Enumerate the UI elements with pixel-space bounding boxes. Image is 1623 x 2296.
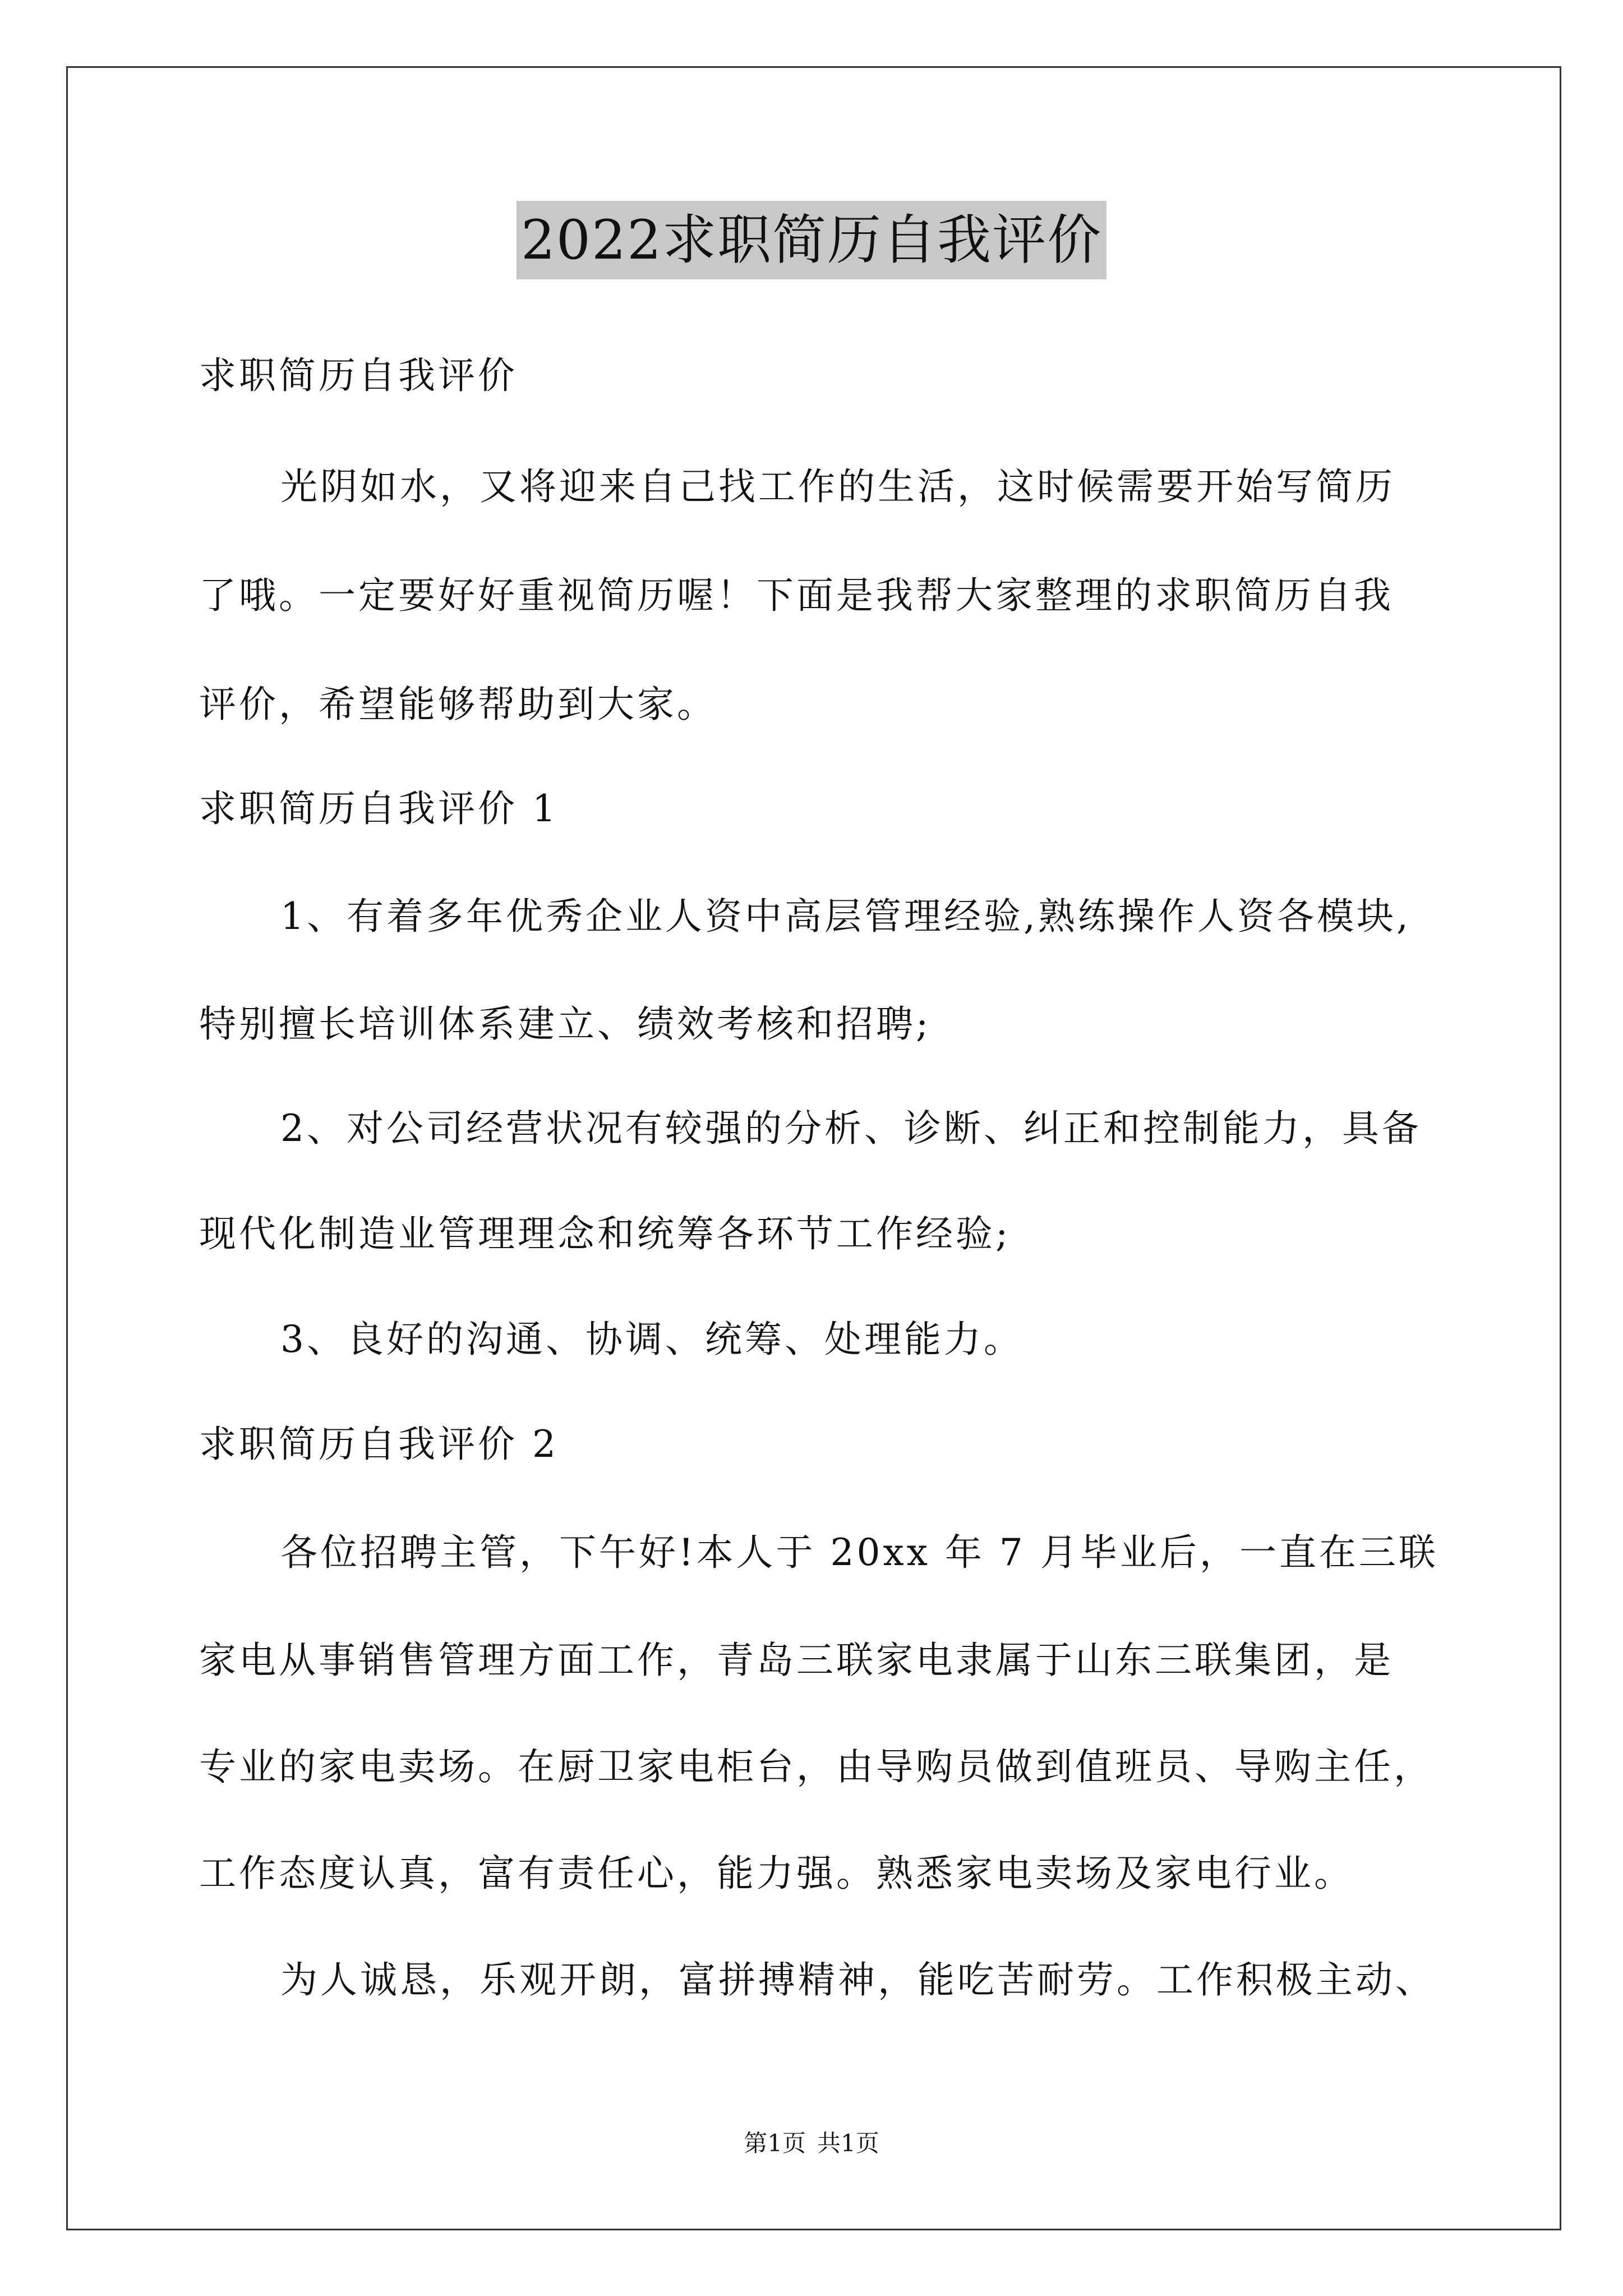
paragraph-line: 3、良好的沟通、协调、统筹、处理能力。 [280,1318,1023,1361]
paragraph-line: 专业的家电卖场。在厨卫家电柜台，由导购员做到值班员、导购主任， [199,1745,1433,1788]
section-heading: 求职简历自我评价 [199,354,518,397]
paragraph-line: 光阴如水，又将迎来自己找工作的生活，这时候需要开始写简历 [280,465,1395,508]
page-number: 第1页 [744,2129,806,2157]
paragraph-line: 评价，希望能够帮助到大家。 [199,683,717,726]
paragraph-line: 特别擅长培训体系建立、绩效考核和招聘; [199,1002,932,1046]
document-title: 2022求职简历自我评价 [517,201,1106,279]
total-pages: 共1页 [817,2129,879,2157]
paragraph-line: 2、对公司经营状况有较强的分析、诊断、纠正和控制能力，具备 [280,1107,1422,1150]
paragraph-line: 工作态度认真，富有责任心，能力强。熟悉家电卖场及家电行业。 [199,1852,1354,1895]
section-heading: 求职简历自我评价 1 [199,787,559,830]
paragraph-line: 1、有着多年优秀企业人资中高层管理经验,熟练操作人资各模块, [280,895,1411,938]
paragraph-line: 现代化制造业管理理念和统筹各环节工作经验; [199,1212,1011,1255]
paragraph-line: 为人诚恳，乐观开朗，富拼搏精神，能吃苦耐劳。工作积极主动、 [280,1958,1435,2001]
section-heading: 求职简历自我评价 2 [199,1423,559,1466]
title-container [0,201,1623,279]
page-footer [0,2129,1623,2158]
paragraph-line: 了哦。一定要好好重视简历喔！下面是我帮大家整理的求职简历自我 [199,574,1394,617]
paragraph-line: 家电从事销售管理方面工作，青岛三联家电隶属于山东三联集团，是 [199,1639,1394,1682]
paragraph-line: 各位招聘主管，下午好!本人于 20xx 年 7 月毕业后，一直在三联 [280,1531,1438,1574]
